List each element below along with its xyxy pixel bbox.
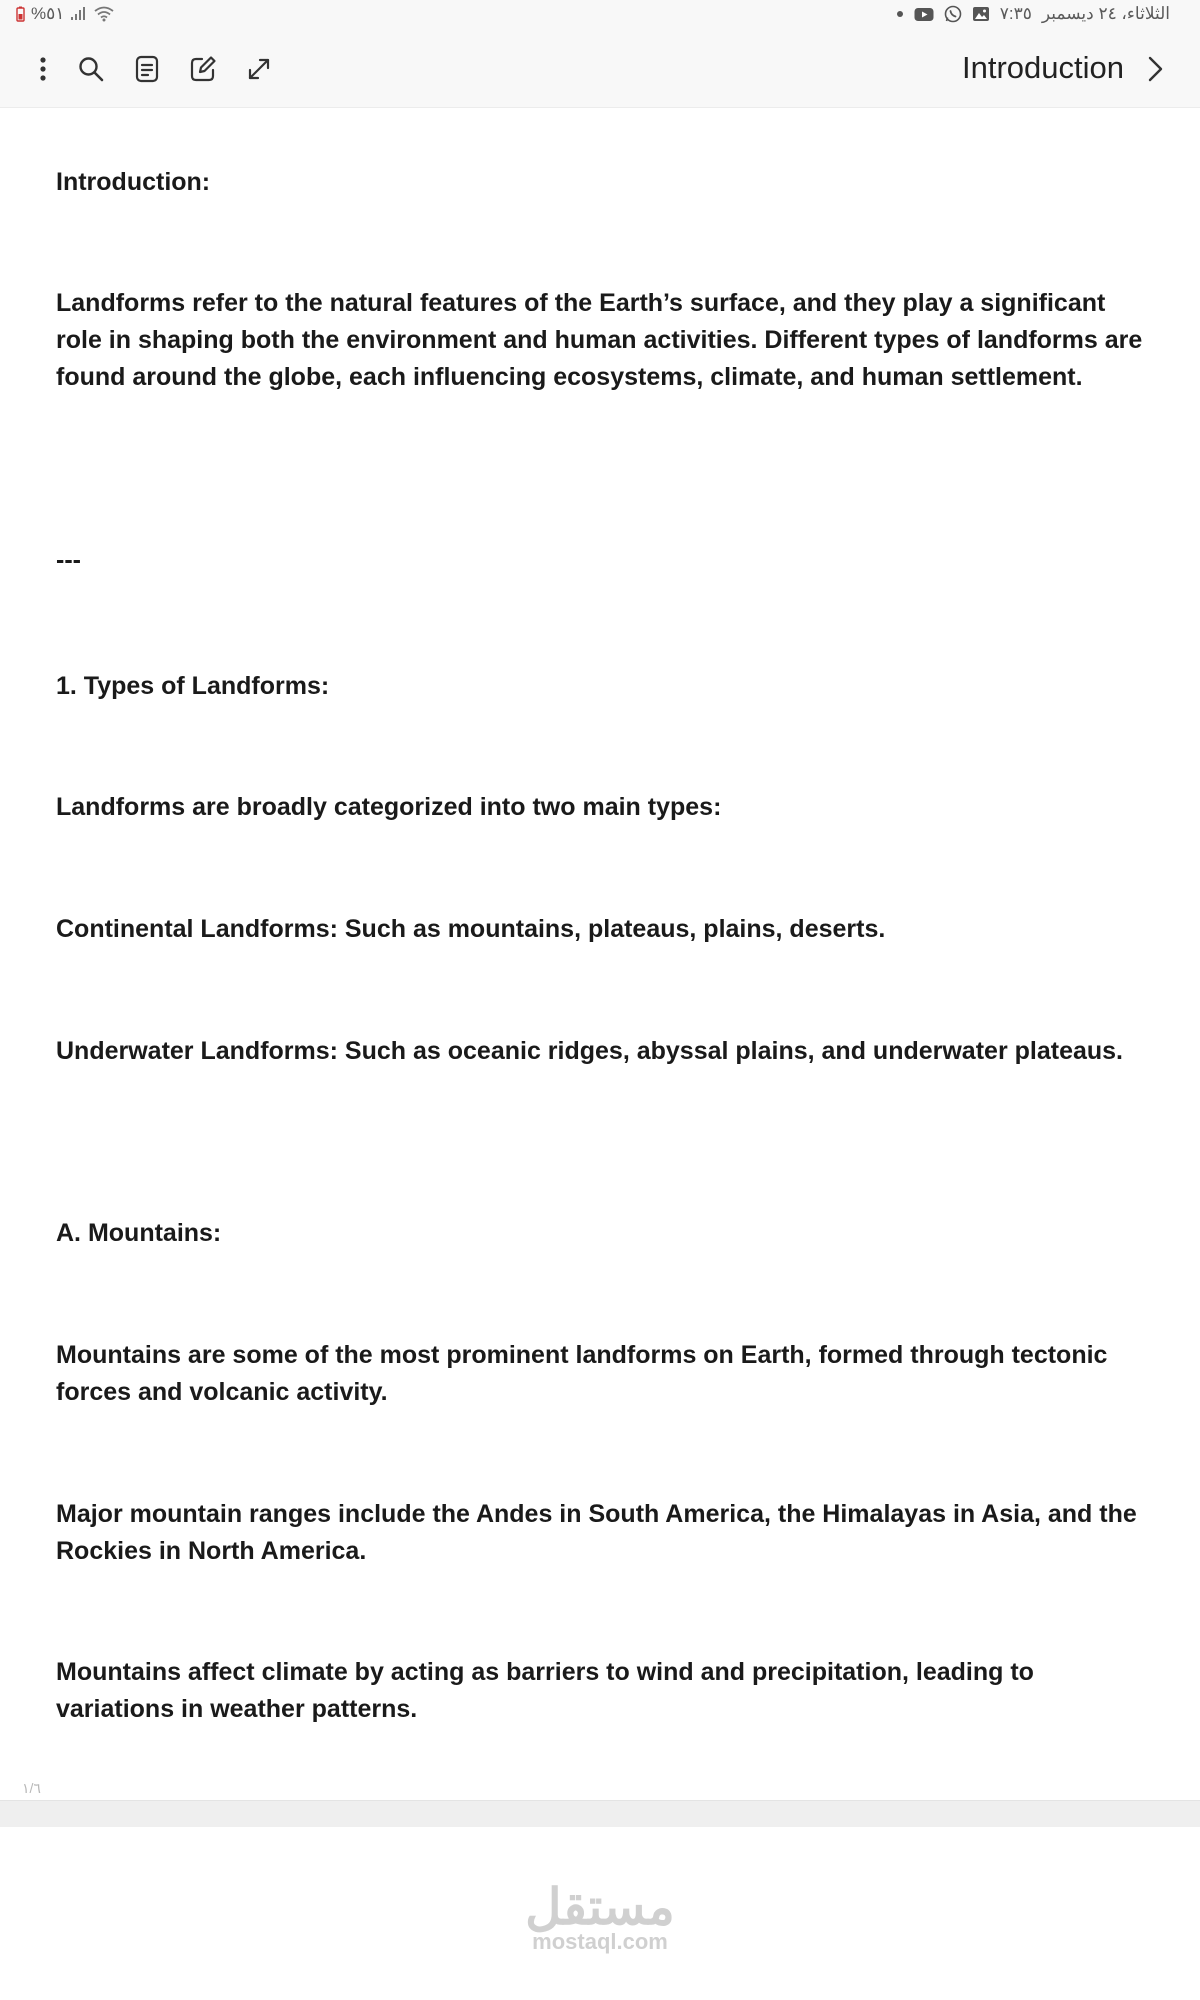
time-text: ٧:٣٥ [999,4,1032,23]
paragraph-categories: Landforms are broadly categorized into two main types: [56,793,722,821]
expand-icon [246,56,272,82]
youtube-icon [914,7,934,22]
heading-introduction: Introduction: [56,168,211,196]
paragraph-underwater: Underwater Landforms: Such as oceanic ridges, abyssal plains, and underwater plateaus. [56,1037,1123,1065]
paragraph-intro: Landforms refer to the natural features of the Earth’s surface, and they play a significant role in shaping both the environment and human activities. Different types of landforms are found around the globe, each influencing ecosystems, climate, and human settlement. [56,289,1143,391]
signal-icon [70,7,88,21]
status-bar [0,0,1200,32]
page-gap [0,1800,1200,1827]
more-options-button[interactable] [24,50,62,88]
reading-mode-button[interactable] [128,50,166,88]
chevron-right-icon [1146,55,1164,83]
document-title: Introduction [962,50,1124,85]
wifi-icon [94,6,114,22]
more-vert-icon [39,56,47,82]
document-page [0,108,1200,1798]
heading-types-of-landforms: 1. Types of Landforms: [56,672,330,700]
page-indicator: ١/٦ [22,1780,41,1796]
app-bar [0,32,1200,108]
watermark-latin: mostaql.com [532,1929,668,1954]
watermark-arabic: مستقل [525,1879,675,1935]
edit-button[interactable] [184,50,222,88]
next-button[interactable] [1138,52,1172,86]
paragraph-mountains-formation: Mountains are some of the most prominent landforms on Earth, formed through tectonic forces and volcanic activity. [56,1341,1108,1406]
notification-dot-icon [896,10,904,18]
gallery-icon [972,6,990,22]
paragraph-mountain-climate: Mountains affect climate by acting as barriers to wind and precipitation, leading to variations in weather patterns. [56,1658,1034,1723]
edit-icon [189,55,217,83]
paragraph-continental: Continental Landforms: Such as mountains, plateaus, plains, deserts. [56,915,886,943]
battery-icon [16,6,25,22]
battery-percent: %٥١ [31,4,65,23]
status-left [16,4,114,24]
search-button[interactable] [72,50,110,88]
document-icon [134,55,160,83]
whatsapp-icon [944,5,962,23]
separator-text: --- [56,546,81,574]
search-icon [77,55,105,83]
heading-mountains: A. Mountains: [56,1219,222,1247]
expand-button[interactable] [240,50,278,88]
date-text: الثلاثاء، ٢٤ ديسمبر [1041,4,1170,23]
paragraph-mountain-ranges: Major mountain ranges include the Andes in South America, the Himalayas in Asia, and the Rockies in North America. [56,1500,1137,1565]
status-right [896,4,1170,24]
watermark [0,1880,1200,1954]
